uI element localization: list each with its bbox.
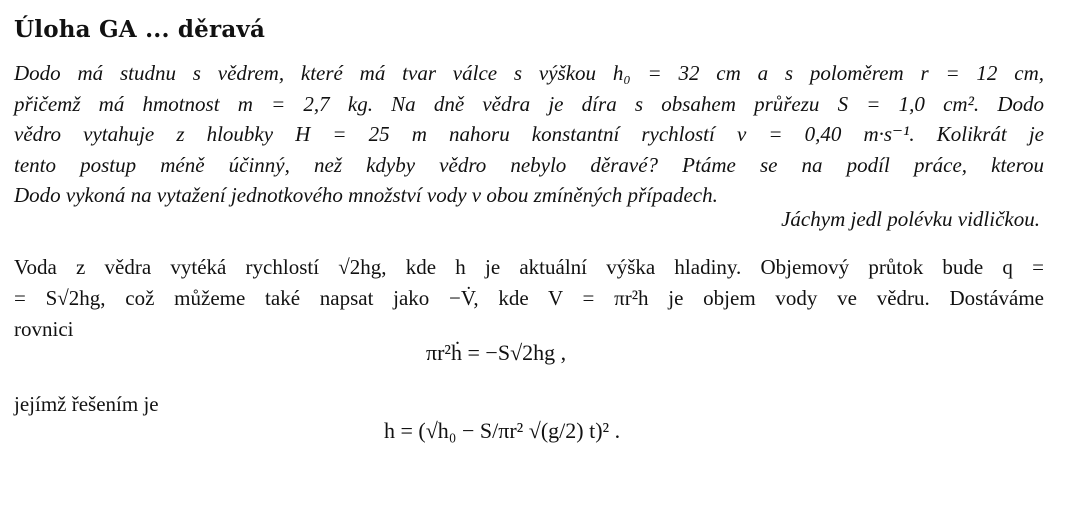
- assignment-line: Dodo vykoná na vytažení jednotkového množství vody v obou zmíněných případech.: [14, 183, 718, 207]
- assignment-text: [14, 58, 1044, 211]
- task-title: Úloha GA ... děravá: [14, 16, 266, 43]
- assignment-line: vědro vytahuje z hloubky H = 25 m nahoru konstantní rychlostí v = 0,40 m·s⁻¹. Kolikrát je: [14, 122, 1044, 146]
- solution-line: jejímž řešením je: [14, 392, 159, 416]
- equation-differential: πr²ḣ = −S√2hg ,: [426, 340, 567, 365]
- assignment-line: tento postup méně účinný, než kdyby vědro nebylo děravé? Ptáme se na podíl práce, kterou: [14, 152, 1044, 177]
- assignment-line: přičemž má hmotnost m = 2,7 kg. Na dně vědra je díra s obsahem průřezu S = 1,0 cm². Dodo: [14, 91, 1044, 116]
- solution-line: rovnici: [14, 317, 74, 341]
- assignment-line: Dodo má studnu s vědrem, které má tvar válce s výškou h₀ = 32 cm a s poloměrem r = 12 cm,: [14, 61, 1044, 85]
- task-author: Jáchym jedl polévku vidličkou.: [781, 207, 1040, 231]
- equation-solution: h = (√h₀ − S/πr² √(g/2) t)² .: [384, 418, 621, 443]
- solution-text: [14, 252, 1044, 345]
- solution-line: Voda z vědra vytéká rychlostí √2hg, kde h je aktuální výška hladiny. Objemový průtok bude q =: [14, 255, 1044, 279]
- solution-line: = S√2hg, což můžeme také napsat jako −V̇, kde V = πr²h je objem vody ve vědru. Dostáváme: [14, 286, 1044, 310]
